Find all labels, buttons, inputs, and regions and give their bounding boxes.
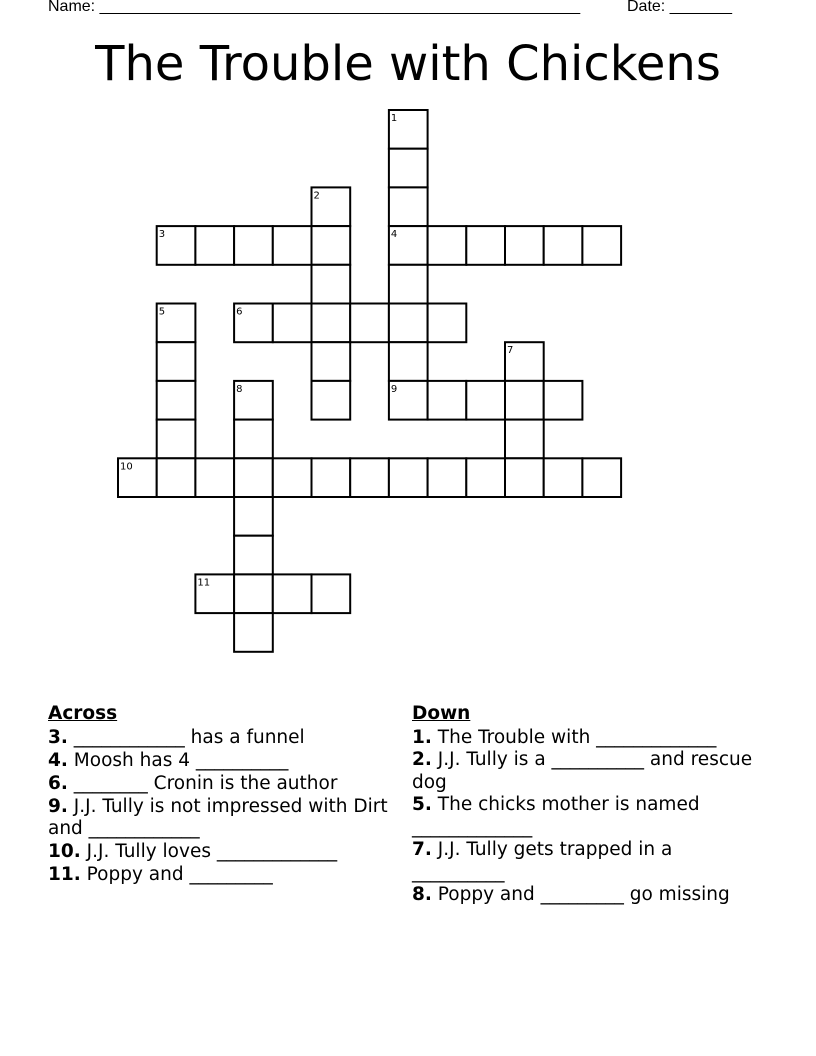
across-clue — [48, 750, 398, 773]
clue-number: 8. — [412, 884, 432, 905]
grid-cell[interactable] — [234, 613, 273, 652]
grid-cell[interactable] — [582, 226, 621, 265]
clue-text: The chicks mother is named _____________ — [412, 794, 700, 838]
grid-cell[interactable] — [350, 304, 389, 343]
grid-cell[interactable] — [428, 304, 467, 343]
cell-number: 2 — [313, 190, 320, 202]
cell-number: 1 — [390, 113, 398, 124]
down-clue — [412, 749, 762, 794]
grid-cell[interactable] — [273, 226, 312, 265]
clue-number: 5. — [412, 794, 432, 815]
cell-number: 4 — [390, 229, 398, 241]
grid-cell[interactable] — [544, 226, 583, 265]
grid-cell[interactable] — [312, 304, 351, 343]
grid-cell[interactable] — [312, 342, 351, 381]
across-clue-list — [48, 727, 398, 887]
down-clue — [412, 839, 762, 884]
grid-cell[interactable] — [234, 574, 273, 613]
cell-number: 3 — [158, 229, 166, 241]
grid-cell[interactable] — [582, 458, 621, 497]
cell-number: 8 — [236, 383, 243, 395]
clue-number: 6. — [48, 772, 68, 794]
grid-cell[interactable] — [505, 458, 544, 497]
down-clue-list — [412, 727, 762, 907]
grid-cell[interactable] — [312, 381, 351, 420]
grid-cell[interactable] — [505, 381, 544, 420]
grid-cell[interactable] — [312, 574, 351, 613]
across-clues — [48, 703, 398, 887]
grid-cell[interactable] — [505, 420, 544, 459]
cell-number: 11 — [197, 577, 211, 589]
across-clue — [48, 841, 398, 864]
clue-text: J.J. Tully is not impressed with Dirt and ____________ — [48, 795, 388, 839]
grid-cell[interactable] — [544, 458, 583, 497]
grid-cell[interactable] — [312, 458, 351, 497]
grid-cell[interactable] — [389, 187, 428, 226]
grid-cell[interactable] — [234, 226, 273, 265]
across-clue — [48, 796, 398, 841]
grid-cell[interactable] — [350, 458, 389, 497]
across-clue — [48, 864, 398, 887]
date-field-label: Date: _______ — [627, 0, 732, 15]
down-clue — [412, 794, 762, 839]
clue-text: Moosh has 4 __________ — [67, 749, 289, 771]
cell-number: 5 — [158, 306, 166, 318]
grid-cell[interactable] — [234, 536, 273, 575]
name-field-label: Name: ______________________________________________________ — [48, 0, 581, 15]
grid-cell[interactable] — [234, 497, 273, 536]
grid-cell[interactable] — [466, 381, 505, 420]
down-heading: Down — [412, 703, 471, 724]
grid-cell[interactable] — [195, 226, 234, 265]
grid-cell[interactable] — [428, 458, 467, 497]
down-clue — [412, 884, 762, 907]
across-heading: Across — [48, 703, 118, 724]
grid-cell[interactable] — [312, 265, 351, 304]
clue-number: 10. — [48, 841, 81, 862]
clue-text: ____________ has a funnel — [67, 726, 305, 748]
grid-cell[interactable] — [466, 458, 505, 497]
grid-cell[interactable] — [195, 458, 234, 497]
clue-text: Poppy and _________ go missing — [431, 884, 730, 905]
clue-number: 11. — [48, 864, 81, 885]
clue-text: Poppy and _________ — [80, 864, 273, 885]
down-clue — [412, 727, 762, 750]
grid-cell[interactable] — [389, 265, 428, 304]
grid-cell[interactable] — [157, 381, 196, 420]
grid-cell[interactable] — [544, 381, 583, 420]
grid-cell[interactable] — [157, 420, 196, 459]
cell-number: 9 — [390, 383, 398, 395]
cell-number: 6 — [236, 306, 243, 318]
clue-number: 3. — [48, 726, 68, 748]
clue-text: J.J. Tully loves _____________ — [80, 841, 338, 862]
grid-cell[interactable] — [428, 226, 467, 265]
grid-cell[interactable] — [505, 226, 544, 265]
clue-number: 2. — [412, 749, 432, 770]
grid-cell[interactable] — [428, 381, 467, 420]
grid-cell[interactable] — [273, 574, 312, 613]
grid-cell[interactable] — [389, 304, 428, 343]
clue-number: 1. — [412, 726, 432, 748]
cell-number: 7 — [507, 345, 514, 357]
grid-cell[interactable] — [389, 149, 428, 188]
clue-number: 7. — [412, 839, 432, 860]
grid-cell[interactable] — [273, 304, 312, 343]
across-clue — [48, 773, 398, 796]
clue-text: J.J. Tully is a __________ and rescue dog — [412, 749, 753, 793]
clue-text: ________ Cronin is the author — [67, 772, 338, 794]
grid-cell[interactable] — [312, 226, 351, 265]
grid-cell[interactable] — [389, 458, 428, 497]
grid-cell[interactable] — [234, 420, 273, 459]
grid-cell[interactable] — [157, 342, 196, 381]
clue-text: The Trouble with _____________ — [431, 726, 717, 748]
cell-number: 10 — [120, 461, 133, 473]
grid-cell[interactable] — [273, 458, 312, 497]
page-title: The Trouble with Chickens — [95, 36, 721, 92]
across-clue — [48, 727, 398, 750]
grid-cell[interactable] — [466, 226, 505, 265]
grid-cell[interactable] — [234, 458, 273, 497]
clue-number: 4. — [48, 749, 68, 771]
grid-cell[interactable] — [157, 458, 196, 497]
down-clues — [412, 703, 762, 907]
grid-cell[interactable] — [389, 342, 428, 381]
clue-text: J.J. Tully gets trapped in a __________ — [412, 839, 673, 883]
clue-number: 9. — [48, 795, 68, 817]
